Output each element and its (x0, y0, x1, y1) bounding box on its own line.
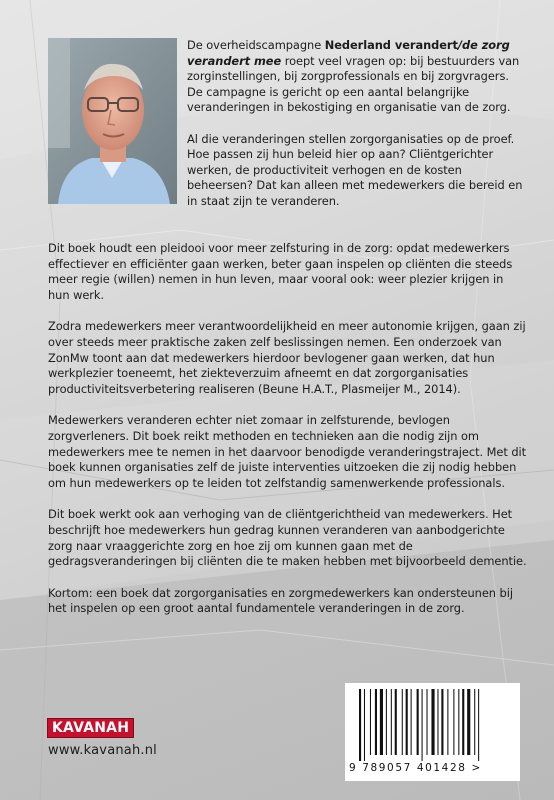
intro-paragraph-2: Al die veranderingen stellen zorgorganisaties op de proef. Hoe passen zij hun beleid hier op aan? Cliëntgerichter werken, de productiviteit verhogen en de kosten beheersen? Dat kan alleen met medewerkers die bereid en in staat zijn te veranderen. (187, 131, 523, 208)
barcode-bar (411, 689, 412, 755)
barcode-bar (406, 689, 408, 755)
body-paragraph-2: Zodra medewerkers meer verantwoordelijkheid en meer autonomie krijgen, gaan zij over steeds meer praktische zaken zelf beslissingen nemen. Een onderzoek van ZonMw toont aan dat medewerkers hierdoor bevlogener gaan werken, dat hun werkplezier toeneemt, het ziekteverzuim afneemt en dat zorgorganisaties productiviteitsverbetering realiseren (Beune H.A.T., Plasmeijer M., 2014). (48, 319, 526, 396)
barcode-bar (422, 689, 423, 761)
isbn-number: 9 789057 401428 > (349, 762, 482, 774)
body-paragraph-5: Kortom: een boek dat zorgorganisaties en zorgmedewerkers kan ondersteunen bij het inspelen op een groot aantal fundamentele veranderingen in de zorg. (48, 585, 513, 616)
publisher-logo (47, 718, 134, 738)
body-paragraph-1: Dit boek houdt een pleidooi voor meer zelfsturing in de zorg: opdat medewerkers effectiever en efficiënter gaan werken, beter gaan inspelen op cliënten die steeds meer regie (willen) nemen in hun leven, maar vooral ook: weer plezier krijgen in hun werk. (48, 241, 513, 302)
barcode-bar (431, 689, 434, 755)
campaign-subtitle: /de zorg verandert mee (187, 38, 510, 68)
barcode-bar (364, 689, 365, 761)
author-photo (48, 38, 177, 204)
barcode-bar (441, 689, 443, 755)
barcode-bar (370, 689, 371, 755)
campaign-name: Nederland verandert (324, 38, 458, 52)
barcode-bar (402, 689, 403, 755)
barcode-bar (437, 689, 438, 755)
barcode-bar (447, 689, 448, 755)
barcode-bar (359, 689, 361, 761)
barcode-bar (395, 689, 397, 755)
barcode-bar (453, 689, 454, 755)
barcode-bar (380, 689, 383, 755)
barcode-bar (386, 689, 387, 755)
barcode-bar (427, 689, 428, 755)
barcode-bar (478, 689, 479, 761)
barcode-bar (458, 689, 459, 755)
isbn-barcode (345, 683, 520, 781)
intro-text (187, 38, 525, 210)
body-paragraph-3: Medewerkers veranderen echter niet zomaar in zelfsturende, bevlogen zorgverleners. Dit boek reikt methoden en technieken aan die nodig zijn om medewerkers mee te nemen in het daarvoor benodigde veranderingstraject. Met dit boek kunnen organisaties zelf de juiste interventies uitzoeken die zij nodig hebben om hun medewerkers op te leiden tot zelfstandig samenwerkende professionals. (48, 413, 527, 490)
barcode-bar (391, 689, 392, 755)
body-paragraph-4: Dit boek werkt ook aan verhoging van de cliëntgerichtheid van medewerkers. Het beschrijft hoe medewerkers hun gedrag kunnen veranderen van aanbodgerichte zorg naar vraaggerichte zorg en hoe zij om kunnen gaan met de gedragsveranderingen bij cliënten die te maken hebben met bijvoorbeeld dementie. (48, 507, 527, 569)
publisher-url[interactable]: www.kavanah.nl (48, 743, 157, 758)
barcode-bars (359, 689, 507, 761)
barcode-bar (462, 689, 464, 755)
barcode-bar (375, 689, 377, 755)
body-text (48, 241, 528, 617)
publisher-logo-text: KAVANAH (52, 720, 130, 736)
barcode-bar (467, 689, 470, 755)
intro-paragraph-1: De overheidscampagne Nederland verandert/de zorg verandert mee roept veel vragen op: bij bestuurders van zorginstellingen, bij zorgprofessionals en bij zorgvragers. De campagne is gericht op een aantal belangrijke veranderingen in bekostiging en organisatie van de zorg. (187, 38, 520, 115)
barcode-bar (417, 689, 419, 755)
barcode-bar (474, 689, 475, 755)
